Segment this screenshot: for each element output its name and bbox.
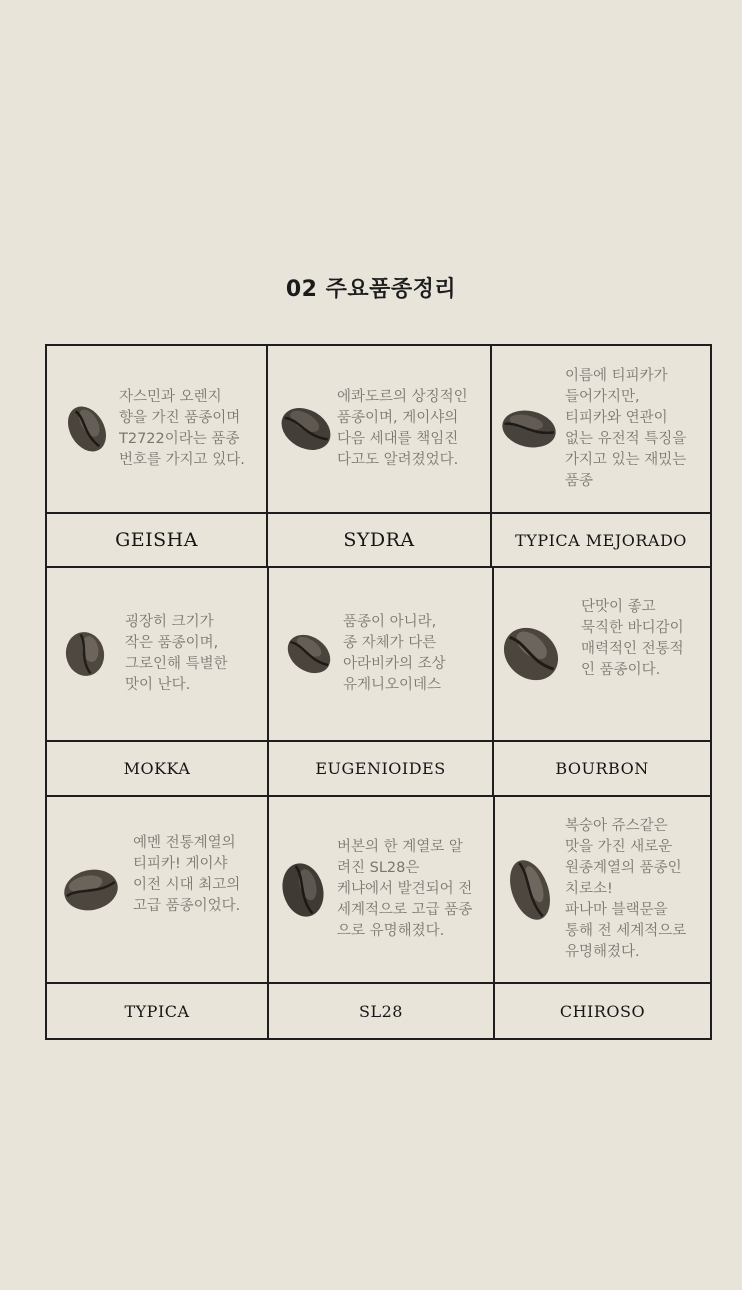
variety-name: MOKKA [123,759,191,778]
variety-description: 버본의 한 계열로 알 려진 SL28은 케냐에서 발견되어 전 세계적으로 고급 품종 으로 유명해졌다. [337,839,473,939]
coffee-bean-icon [285,632,333,676]
variety-name: TYPICA [124,1001,190,1021]
variety-description: 에콰도르의 상징적인 품종이며, 게이샤의 다음 세대를 책임진 다고도 알려졌었다. [337,389,468,468]
variety-cell-sl28 [279,797,493,982]
grid-line [710,344,712,1040]
page-title: 02 주요품종정리 [285,277,457,302]
variety-cell-bourbon [501,568,708,740]
coffee-bean-icon [63,630,107,678]
variety-cell-mokka [63,568,268,740]
variety-cell-typica [63,797,268,982]
variety-cell-sydra [279,346,491,512]
variety-cell-geisha [63,346,268,512]
grid-line [45,344,47,1040]
variety-description: 단맛이 좋고 묵직한 바디감이 매력적인 전통적 인 품종이다. [581,599,684,678]
coffee-bean-icon [63,865,119,915]
variety-name: TYPICA MEJORADO [515,530,687,550]
coffee-bean-icon [507,858,553,922]
variety-name: SYDRA [343,529,415,551]
coffee-bean-icon [279,404,333,454]
variety-description: 복숭아 쥬스같은 맛을 가진 새로운 원종계열의 품종인 치로소! 파나마 블랙문을 통해 전 세계적으로 유명해졌다. [565,818,687,960]
coffee-bean-icon [501,407,557,451]
variety-description: 자스민과 오렌지 향을 가진 품종이며 T2722이라는 품종 번호를 가지고 있다. [119,389,245,468]
variety-description: 굉장히 크기가 작은 품종이며, 그로인해 특별한 맛이 난다. [125,614,228,693]
variety-description: 이름에 티피카가 들어가지만, 티피카와 연관이 없는 유전적 특징을 가지고 있는 재밌는 품종 [565,368,687,489]
coffee-bean-icon [501,625,561,683]
variety-name: BOURBON [555,759,649,778]
coffee-bean-icon [63,403,111,455]
variety-name: EUGENIOIDES [315,759,446,778]
coffee-bean-icon [279,862,327,918]
variety-cell-typica-mejorado [501,346,707,512]
variety-grid [45,344,712,1040]
variety-cell-chiroso [507,797,710,982]
variety-description: 예멘 전통계열의 티피카! 게이샤 이전 시대 최고의 고급 품종이었다. [133,834,241,914]
variety-name: CHIROSO [559,1001,646,1021]
grid-line [45,1038,712,1040]
variety-name: SL28 [359,1001,403,1021]
variety-cell-eugenioides [285,568,492,740]
variety-name: GEISHA [115,529,198,551]
variety-description: 품종이 아니라, 종 자체가 다른 아라비카의 조상 유게니오이데스 [343,614,446,693]
